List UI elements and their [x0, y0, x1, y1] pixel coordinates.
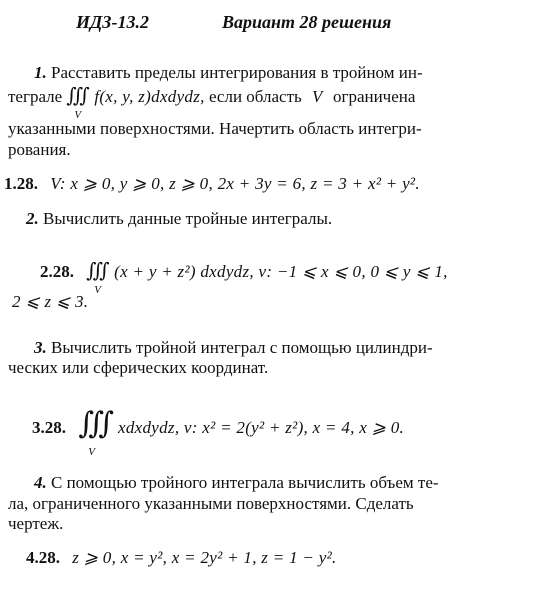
task2-line [26, 209, 332, 229]
triple-integral-symbol: ∭ [78, 406, 114, 441]
problem-2-28-number: 2.28. [40, 262, 74, 281]
problem-3-28-number: 3.28. [32, 418, 66, 437]
task1-line1 [34, 63, 423, 83]
task4-line2: ла, ограниченного указанными поверхностями. Сделать [8, 494, 414, 513]
task3-text1: Вычислить тройной интеграл с помощью цилиндри- [51, 338, 433, 357]
triple-integral-1 [66, 83, 91, 121]
problem-1-28 [4, 174, 420, 194]
problem-4-28-body: z ⩾ 0, x = y², x = 2y² + 1, z = 1 − y². [72, 548, 337, 567]
task3-line2: ческих или сферических координат. [8, 358, 269, 377]
triple-integral-2 [86, 258, 110, 296]
triple-integral-3 [78, 406, 114, 458]
problem-3-28-body: xdxdydz, v: x² = 2(y² + z²), x = 4, x ⩾ 0. [117, 418, 405, 437]
task1-line3: указанными поверхностями. Начертить область интегри- [8, 119, 422, 138]
problem-2-28-line2: 2 ⩽ z ⩽ 3. [12, 292, 89, 311]
integral-domain: V [94, 284, 101, 296]
triple-integral-symbol: ∭ [66, 83, 91, 107]
task3-line1 [34, 338, 433, 358]
task4-line1 [34, 473, 439, 493]
integral-domain: V [74, 109, 82, 121]
task3-number: 3. [34, 338, 47, 357]
task1-region-V: V [312, 87, 323, 106]
problem-4-28 [26, 548, 337, 568]
problem-2-28-body: (x + y + z²) dxdydz, v: −1 ⩽ x ⩽ 0, 0 ⩽ y ⩽ 1, [114, 262, 448, 281]
task1-text2-suffix: если область [208, 87, 302, 106]
task1-text2-end: ограничена [332, 87, 416, 106]
task1-text2-prefix: теграле [8, 87, 63, 106]
task2-text: Вычислить данные тройные интегралы. [43, 209, 333, 228]
task1-line2 [8, 83, 416, 121]
task1-line4: рования. [8, 140, 71, 159]
header-right: Вариант 28 решения [222, 12, 392, 32]
problem-2-28 [40, 258, 448, 296]
task4-line3: чертеж. [8, 514, 64, 533]
task4-number: 4. [34, 473, 47, 492]
task1-text1: Расставить пределы интегрирования в тройном ин- [51, 63, 423, 82]
triple-integral-symbol: ∭ [86, 258, 110, 282]
problem-4-28-number: 4.28. [26, 548, 60, 567]
task1-integrand: f(x, y, z)dxdydz, [94, 87, 205, 106]
problem-1-28-body: V: x ⩾ 0, y ⩾ 0, z ⩾ 0, 2x + 3y = 6, z = 3 + x² + y². [50, 174, 420, 193]
task1-number: 1. [34, 63, 47, 82]
task4-text1: С помощью тройного интеграла вычислить объем те- [51, 473, 439, 492]
integral-domain: V [88, 446, 95, 458]
task2-number: 2. [26, 209, 39, 228]
problem-1-28-number: 1.28. [4, 174, 38, 193]
header-left: ИДЗ-13.2 [76, 12, 149, 32]
problem-3-28 [32, 406, 405, 458]
